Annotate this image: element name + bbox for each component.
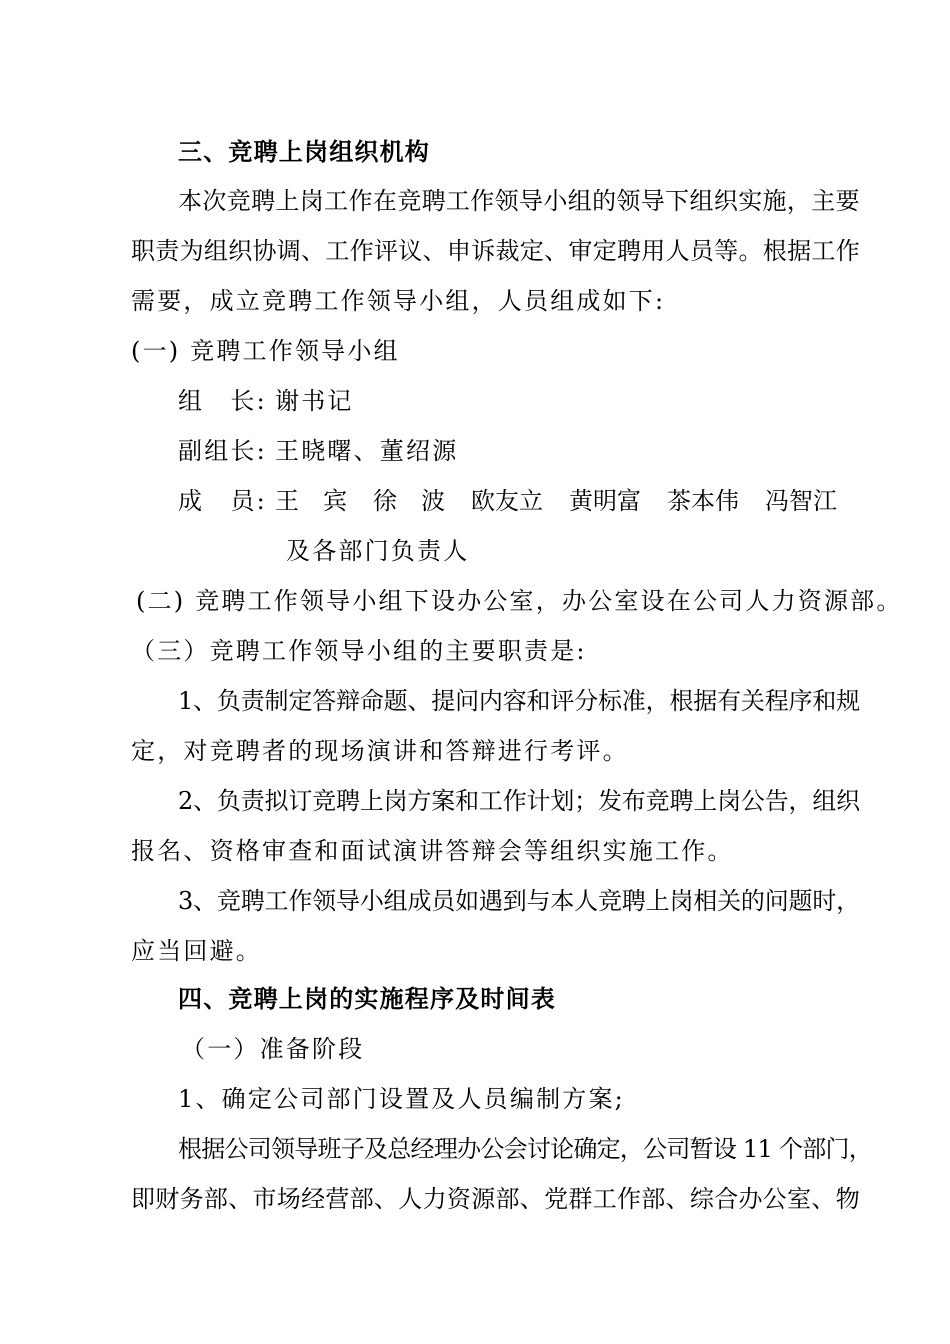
duty1-line-1: 1、负责制定答辩命题、提问内容和评分标准，根据有关程序和规 [178,687,860,715]
leader-value: 谢书记 [275,387,354,415]
deputy-value: 王晓曙、董绍源 [275,437,459,465]
group3-title: （三）竞聘工作领导小组的主要职责是: [131,637,587,665]
group1-title: (一) 竞聘工作领导小组 [131,337,400,365]
member-name: 黄明富 [569,487,641,515]
section4-heading: 四、竞聘上岗的实施程序及时间表 [178,985,556,1013]
stage1-title: （一）准备阶段 [181,1035,365,1063]
deputy-label: 副组长: [178,437,267,465]
para-line-1: 根据公司领导班子及总经理办公会讨论确定，公司暂设 11 个部门， [178,1135,872,1163]
members-names [275,486,837,516]
member-name: 冯智江 [765,487,837,515]
item1-text: 1、确定公司部门设置及人员编制方案; [178,1085,625,1113]
members-label: 成 员: [178,487,267,515]
member-name: 欧友立 [471,487,543,515]
duty2-line-2: 报名、资格审查和面试演讲答辩会等组织实施工作。 [131,837,734,865]
para-line-2: 即财务部、市场经营部、人力资源部、党群工作部、综合办公室、物 [131,1185,860,1213]
duty2-line-1: 2、负责拟订竞聘上岗方案和工作计划；发布竞聘上岗公告，组织 [178,787,860,815]
group2-text: (二) 竞聘工作领导小组下设办公室，办公室设在公司人力资源部。 [136,587,903,615]
section3-heading: 三、竞聘上岗组织机构 [178,138,430,166]
members-continuation: 及各部门负责人 [286,537,470,565]
member-name: 王 宾 [275,487,347,515]
intro-line-2: 职责为组织协调、工作评议、申诉裁定、审定聘用人员等。根据工作 [131,237,860,265]
intro-line-3: 需要，成立竞聘工作领导小组，人员组成如下: [131,287,666,315]
duty1-line-2: 定，对竞聘者的现场演讲和答辩进行考评。 [131,737,629,765]
intro-line-1: 本次竞聘上岗工作在竞聘工作领导小组的领导下组织实施，主要 [178,187,860,215]
member-name: 徐 波 [373,487,445,515]
duty3-line-1: 3、竞聘工作领导小组成员如遇到与本人竞聘上岗相关的问题时， [178,887,860,915]
leader-label: 组 长: [178,387,267,415]
member-name: 茶本伟 [667,487,739,515]
members-list [275,486,837,516]
duty3-line-2: 应当回避。 [131,937,262,965]
